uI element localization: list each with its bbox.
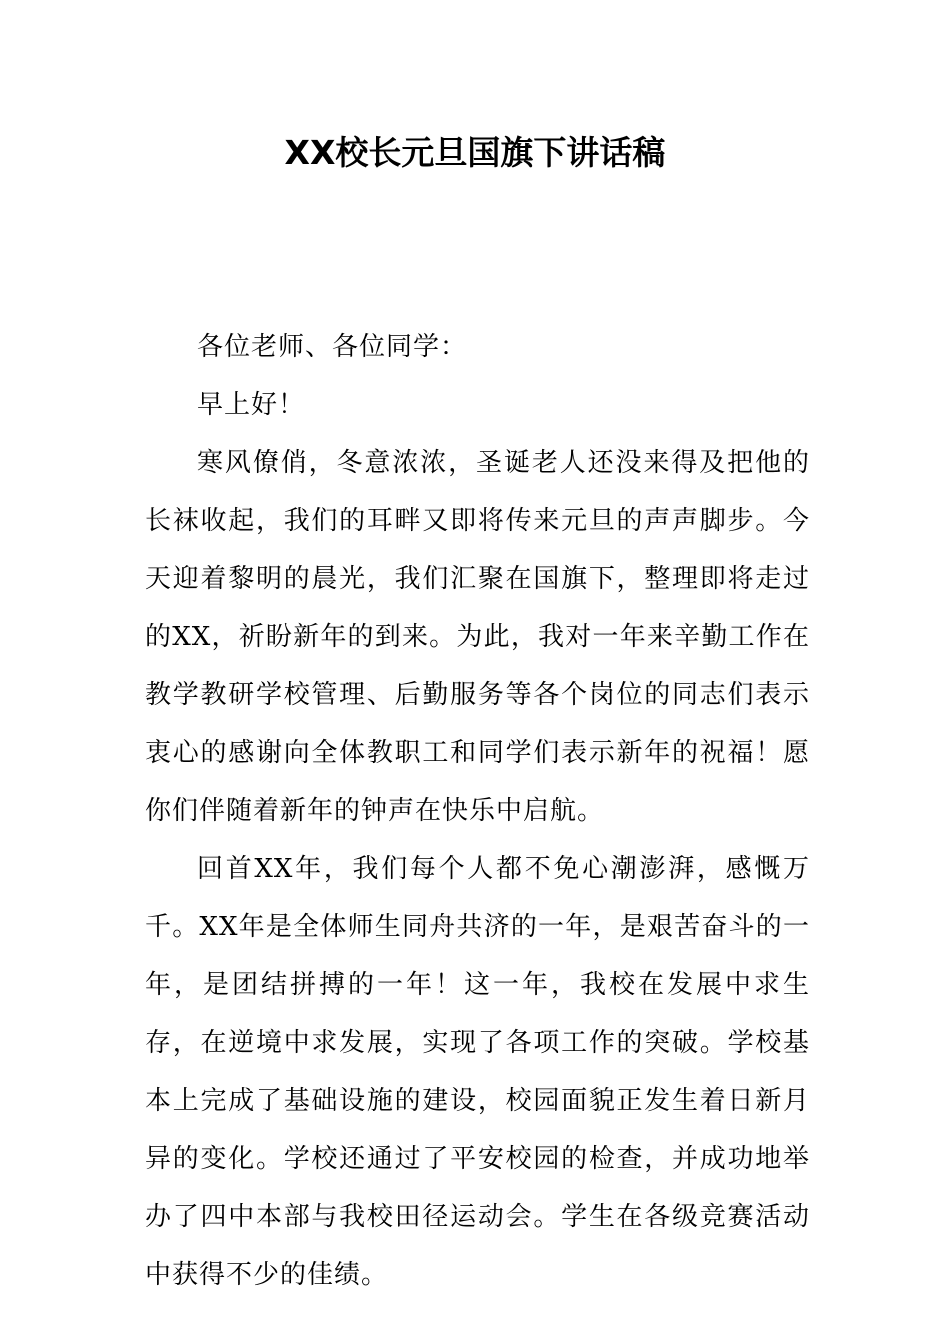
document-body [145,318,810,1304]
salutation: 各位老师、各位同学： [197,332,468,362]
greeting: 早上好！ [197,390,306,420]
body-paragraph: 回首XX年，我们每个人都不免心潮澎湃，感慨万千。XX年是全体师生同舟共济的一年，是艰苦奋斗的一年，是团结拼搏的一年！这一年，我校在发展中求生存，在逆境中求发展，实现了各项工作的突破。学校基本上完成了基础设施的建设，校园面貌正发生着日新月异的变化。学校还通过了平安校园的检查，并成功地举办了四中本部与我校田径运动会。学生在各级竞赛活动中获得不少的佳绩。 [145,854,810,1290]
body-paragraph: 寒风僚俏，冬意浓浓，圣诞老人还没来得及把他的长袜收起，我们的耳畔又即将传来元旦的声声脚步。今天迎着黎明的晨光，我们汇聚在国旗下，整理即将走过的XX，祈盼新年的到来。为此，我对一年来辛勤工作在教学教研学校管理、后勤服务等各个岗位的同志们表示衷心的感谢向全体教职工和同学们表示新年的祝福！愿你们伴随着新年的钟声在快乐中启航。 [145,448,810,826]
document-title: XX校长元旦国旗下讲话稿 [284,133,666,172]
